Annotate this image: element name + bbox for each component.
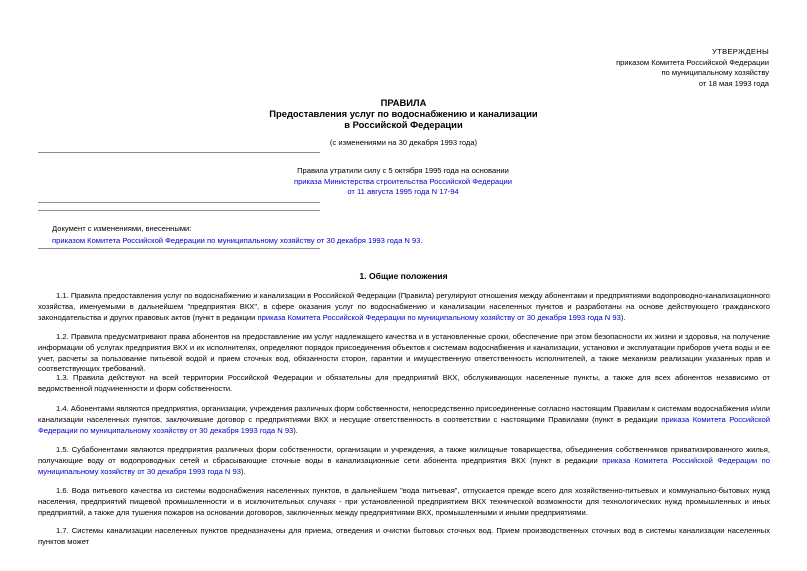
paragraph-1-3: 1.3. Правила действуют на всей территории Российской Федерации и обязательны для предприятий ВКХ, обслуживающих населенные пункты, а также для всех абонентов независимо от ведомственной подчиненности и форм собственности. (38, 373, 770, 393)
separator-rule (38, 248, 320, 249)
paragraph-tail: ). (620, 312, 626, 322)
paragraph-1-1 (38, 291, 770, 323)
title-line-2: Предоставления услуг по водоснабжению и канализации (269, 108, 538, 119)
approval-heading: УТВЕРЖДЕНЫ (712, 47, 769, 56)
amendment-order-link[interactable]: приказа Комитета Российской Федерации по муниципальному хозяйству от 30 декабря 1993 года N 93 (38, 414, 770, 435)
paragraph-1-7: 1.7. Системы канализации населенных пунктов предназначены для приема, отведения и очистки бытовых сточных вод. Прием производственных сточных вод в системы канализации населенных пунктов может (38, 526, 770, 546)
amendments-label: Документ с изменениями, внесенными: (52, 224, 192, 233)
paragraph-text: 1.1. Правила предоставления услуг по водоснабжению и канализации в Российской Федерации (Правила) регулируют отношения между абонентами и предприятиями водопроводно-канализационного хозяйства, именуемыми в дальнейшем "предприятия ВКХ", в сфере оказания услуг по водоснабжению и канализации населенных пунктов и разработаны на основе действующего гражданского законодательства и других правовых актов (пункт в редакции (38, 291, 770, 322)
paragraph-text: 1.4. Абонентами являются предприятия, организации, учреждения различных форм собственности, непосредственно присоединенные согласно настоящим Правилам к системам водоснабжения и/или канализации населенных пунктов, заключившие договор с предприятиями ВКХ и несущие ответственность в соответствии с настоящими Правилами (пункт в редакции (38, 404, 770, 424)
paragraph-tail: ). (240, 466, 246, 476)
title-line-1: ПРАВИЛА (380, 97, 427, 108)
repeal-order-link[interactable]: приказа Министерства строительства Российской Федерации (293, 176, 513, 186)
approval-line-2: по муниципальному хозяйству (661, 68, 769, 78)
lost-force-note (286, 166, 520, 198)
paragraph-1-5 (38, 445, 770, 477)
section-heading: 1. Общие положения (359, 271, 448, 281)
amendments-note (52, 223, 423, 246)
revision-note: (с изменениями на 30 декабря 1993 года) (329, 138, 478, 147)
amendment-order-link[interactable]: приказом Комитета Российской Федерации по муниципальному хозяйству от 30 декабря 1993 года N 93 (52, 235, 421, 245)
paragraph-1-2: 1.2. Правила предусматривают права абонентов на предоставление им услуг надлежащего качества и в установленные сроки, обеспечение при этом безопасности их жизни и здоровья, на получение информации об услугах предприятия ВКХ и их исполнителях, определяют порядок присоединения объектов к системам водоснабжения и канализации, установки и эксплуатации приборов учета воды и ее учет, расчеты за пользование питьевой водой и прием сточных вод, обязанности сторон, гарантии и имущественную ответственность исполнителей, а также механизм реализации указанных прав и соответствующих требований. (38, 332, 770, 374)
separator-rule (38, 152, 320, 153)
approval-block (616, 47, 769, 89)
amendment-tail: . (420, 235, 423, 245)
paragraph-text: 1.5. Субабонентами являются предприятия различных форм собственности, организации и учреждения, а также жилищные товарищества, объединения собственников приватизированного жилья, получающие воду от водопроводных сетей и сбрасывающие сточные воды в канализационные сети абонента предприятия ВКХ (пункт в редакции (38, 445, 770, 465)
repeal-order-date-link[interactable]: от 11 августа 1995 года N 17-94 (347, 187, 459, 197)
approval-line-1: приказом Комитета Российской Федерации (616, 57, 769, 67)
title-line-3: в Российской Федерации (344, 119, 463, 130)
paragraph-1-6: 1.6. Вода питьевого качества из системы водоснабжения населенных пунктов, в дальнейшем "вода питьевая", отпускается прежде всего для хозяйственно-питьевых и коммунально-бытовых нужд населения, предприятий пищевой промышленности и в исключительных случаях - при установленной предприятием ВКХ технической возможности для технологических нужд промышленных и иных предприятий, а также для тушения пожаров на основании договоров, заключенных между предприятиями ВКХ, промышленными и иными предприятиями. (38, 486, 770, 517)
separator-rule (38, 210, 320, 211)
separator-rule (38, 202, 320, 203)
paragraph-tail: ). (293, 425, 298, 435)
document-title (0, 97, 807, 130)
lost-force-text: Правила утратили силу с 5 октября 1995 года на основании (297, 166, 509, 175)
amendment-order-link[interactable]: приказа Комитета Российской Федерации по муниципальному хозяйству от 30 декабря 1993 года N 93 (257, 312, 621, 322)
amendment-order-link[interactable]: приказа Комитета Российской Федерации по муниципальному хозяйству от 30 декабря 1993 года N 93 (38, 455, 770, 476)
approval-line-3: от 18 мая 1993 года (698, 78, 769, 88)
paragraph-1-4 (38, 404, 770, 436)
